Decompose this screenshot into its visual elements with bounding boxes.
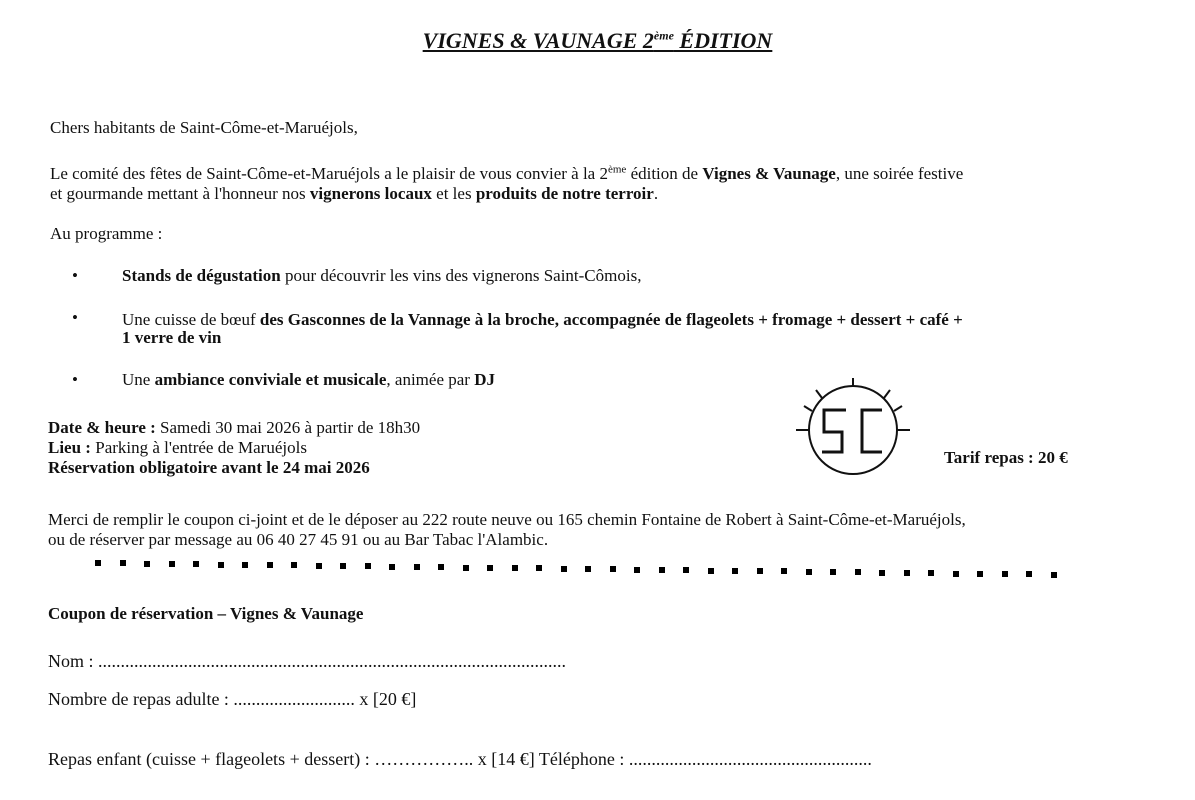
- cut-line-dot: [855, 569, 861, 575]
- event-date: Date & heure : Samedi 30 mai 2026 à partir de 18h30: [48, 418, 421, 437]
- cut-line-dot: [463, 565, 469, 571]
- cut-line-dot: [389, 564, 395, 570]
- cut-line-dot: [365, 563, 371, 569]
- cut-line-dot: [757, 568, 763, 574]
- cut-line-dot: [291, 562, 297, 568]
- cut-line-dot: [242, 562, 248, 568]
- cut-line-dot: [585, 566, 591, 572]
- cut-line-dot: [634, 567, 640, 573]
- cut-line-dot: [512, 565, 518, 571]
- cut-line-dot: [487, 565, 493, 571]
- cut-line-dot: [610, 566, 616, 572]
- event-place: Lieu : Parking à l'entrée de Maruéjols: [48, 438, 307, 457]
- cut-line-dot: [659, 567, 665, 573]
- cut-line-dot: [144, 561, 150, 567]
- cut-line-dot: [683, 567, 689, 573]
- cut-line-dot: [977, 571, 983, 577]
- cut-line-dot: [781, 568, 787, 574]
- intro-line-2: et gourmande mettant à l'honneur nos vignerons locaux et les produits de notre terroir.: [50, 184, 659, 203]
- cut-line-dot: [218, 562, 224, 568]
- program-item-1: Stands de dégustation pour découvrir les vins des vignerons Saint-Cômois,: [122, 266, 642, 285]
- cut-line-dot: [732, 568, 738, 574]
- cut-line-dot: [316, 563, 322, 569]
- reservation-deadline: Réservation obligatoire avant le 24 mai 2026: [48, 458, 370, 477]
- cut-line-dot: [830, 569, 836, 575]
- cut-line-dot: [536, 565, 542, 571]
- price: Tarif repas : 20 €: [944, 448, 1068, 467]
- cut-line-dot: [267, 562, 273, 568]
- cut-line-dot: [806, 569, 812, 575]
- cut-line-dot: [120, 560, 126, 566]
- name-field[interactable]: Nom : ........................................................................................................: [48, 651, 567, 671]
- cut-line-dot: [708, 568, 714, 574]
- bullet-2: •: [72, 308, 78, 327]
- sc-logo-icon: [794, 376, 912, 484]
- bullet-3: •: [72, 370, 78, 389]
- cut-line-dot: [169, 561, 175, 567]
- child-meals-phone-field[interactable]: Repas enfant (cuisse + flageolets + dessert) : …………….. x [14 €] Téléphone : ......................................................: [48, 749, 872, 769]
- cut-line-dot: [561, 566, 567, 572]
- cut-line-dot: [904, 570, 910, 576]
- instructions-line-2: ou de réserver par message au 06 40 27 45 91 ou au Bar Tabac l'Alambic.: [48, 530, 549, 549]
- program-item-2-cont: 1 verre de vin: [122, 328, 222, 347]
- program-item-3: Une ambiance conviviale et musicale, animée par DJ: [122, 370, 495, 389]
- page-title: VIGNES & VAUNAGE 2ème ÉDITION: [422, 28, 773, 53]
- intro-line-1: Le comité des fêtes de Saint-Côme-et-Maruéjols a le plaisir de vous convier à la 2ème édition de Vignes & Vaunage, une soirée festive: [50, 163, 964, 183]
- cut-line-dot: [879, 570, 885, 576]
- cut-line-dot: [928, 570, 934, 576]
- greeting: Chers habitants de Saint-Côme-et-Maruéjols,: [50, 118, 358, 137]
- cut-line-dot: [1051, 572, 1057, 578]
- cut-line-dot: [95, 560, 101, 566]
- program-heading: Au programme :: [50, 224, 163, 243]
- cut-line-dot: [953, 571, 959, 577]
- cut-line-dot: [438, 564, 444, 570]
- cut-line-dot: [340, 563, 346, 569]
- instructions-line-1: Merci de remplir le coupon ci-joint et de le déposer au 222 route neuve ou 165 chemin Fontaine de Robert à Saint-Côme-et-Maruéjols,: [48, 510, 966, 529]
- cut-line: [95, 560, 1075, 574]
- cut-line-dot: [414, 564, 420, 570]
- cut-line-dot: [1002, 571, 1008, 577]
- cut-line-dot: [1026, 571, 1032, 577]
- cut-line-dot: [193, 561, 199, 567]
- adult-meals-field[interactable]: Nombre de repas adulte : ........................... x [20 €]: [48, 689, 417, 709]
- program-item-2: Une cuisse de bœuf des Gasconnes de la Vannage à la broche, accompagnée de flageolets + fromage + dessert + café +: [122, 310, 963, 329]
- bullet-1: •: [72, 266, 78, 285]
- coupon-title: Coupon de réservation – Vignes & Vaunage: [48, 604, 364, 623]
